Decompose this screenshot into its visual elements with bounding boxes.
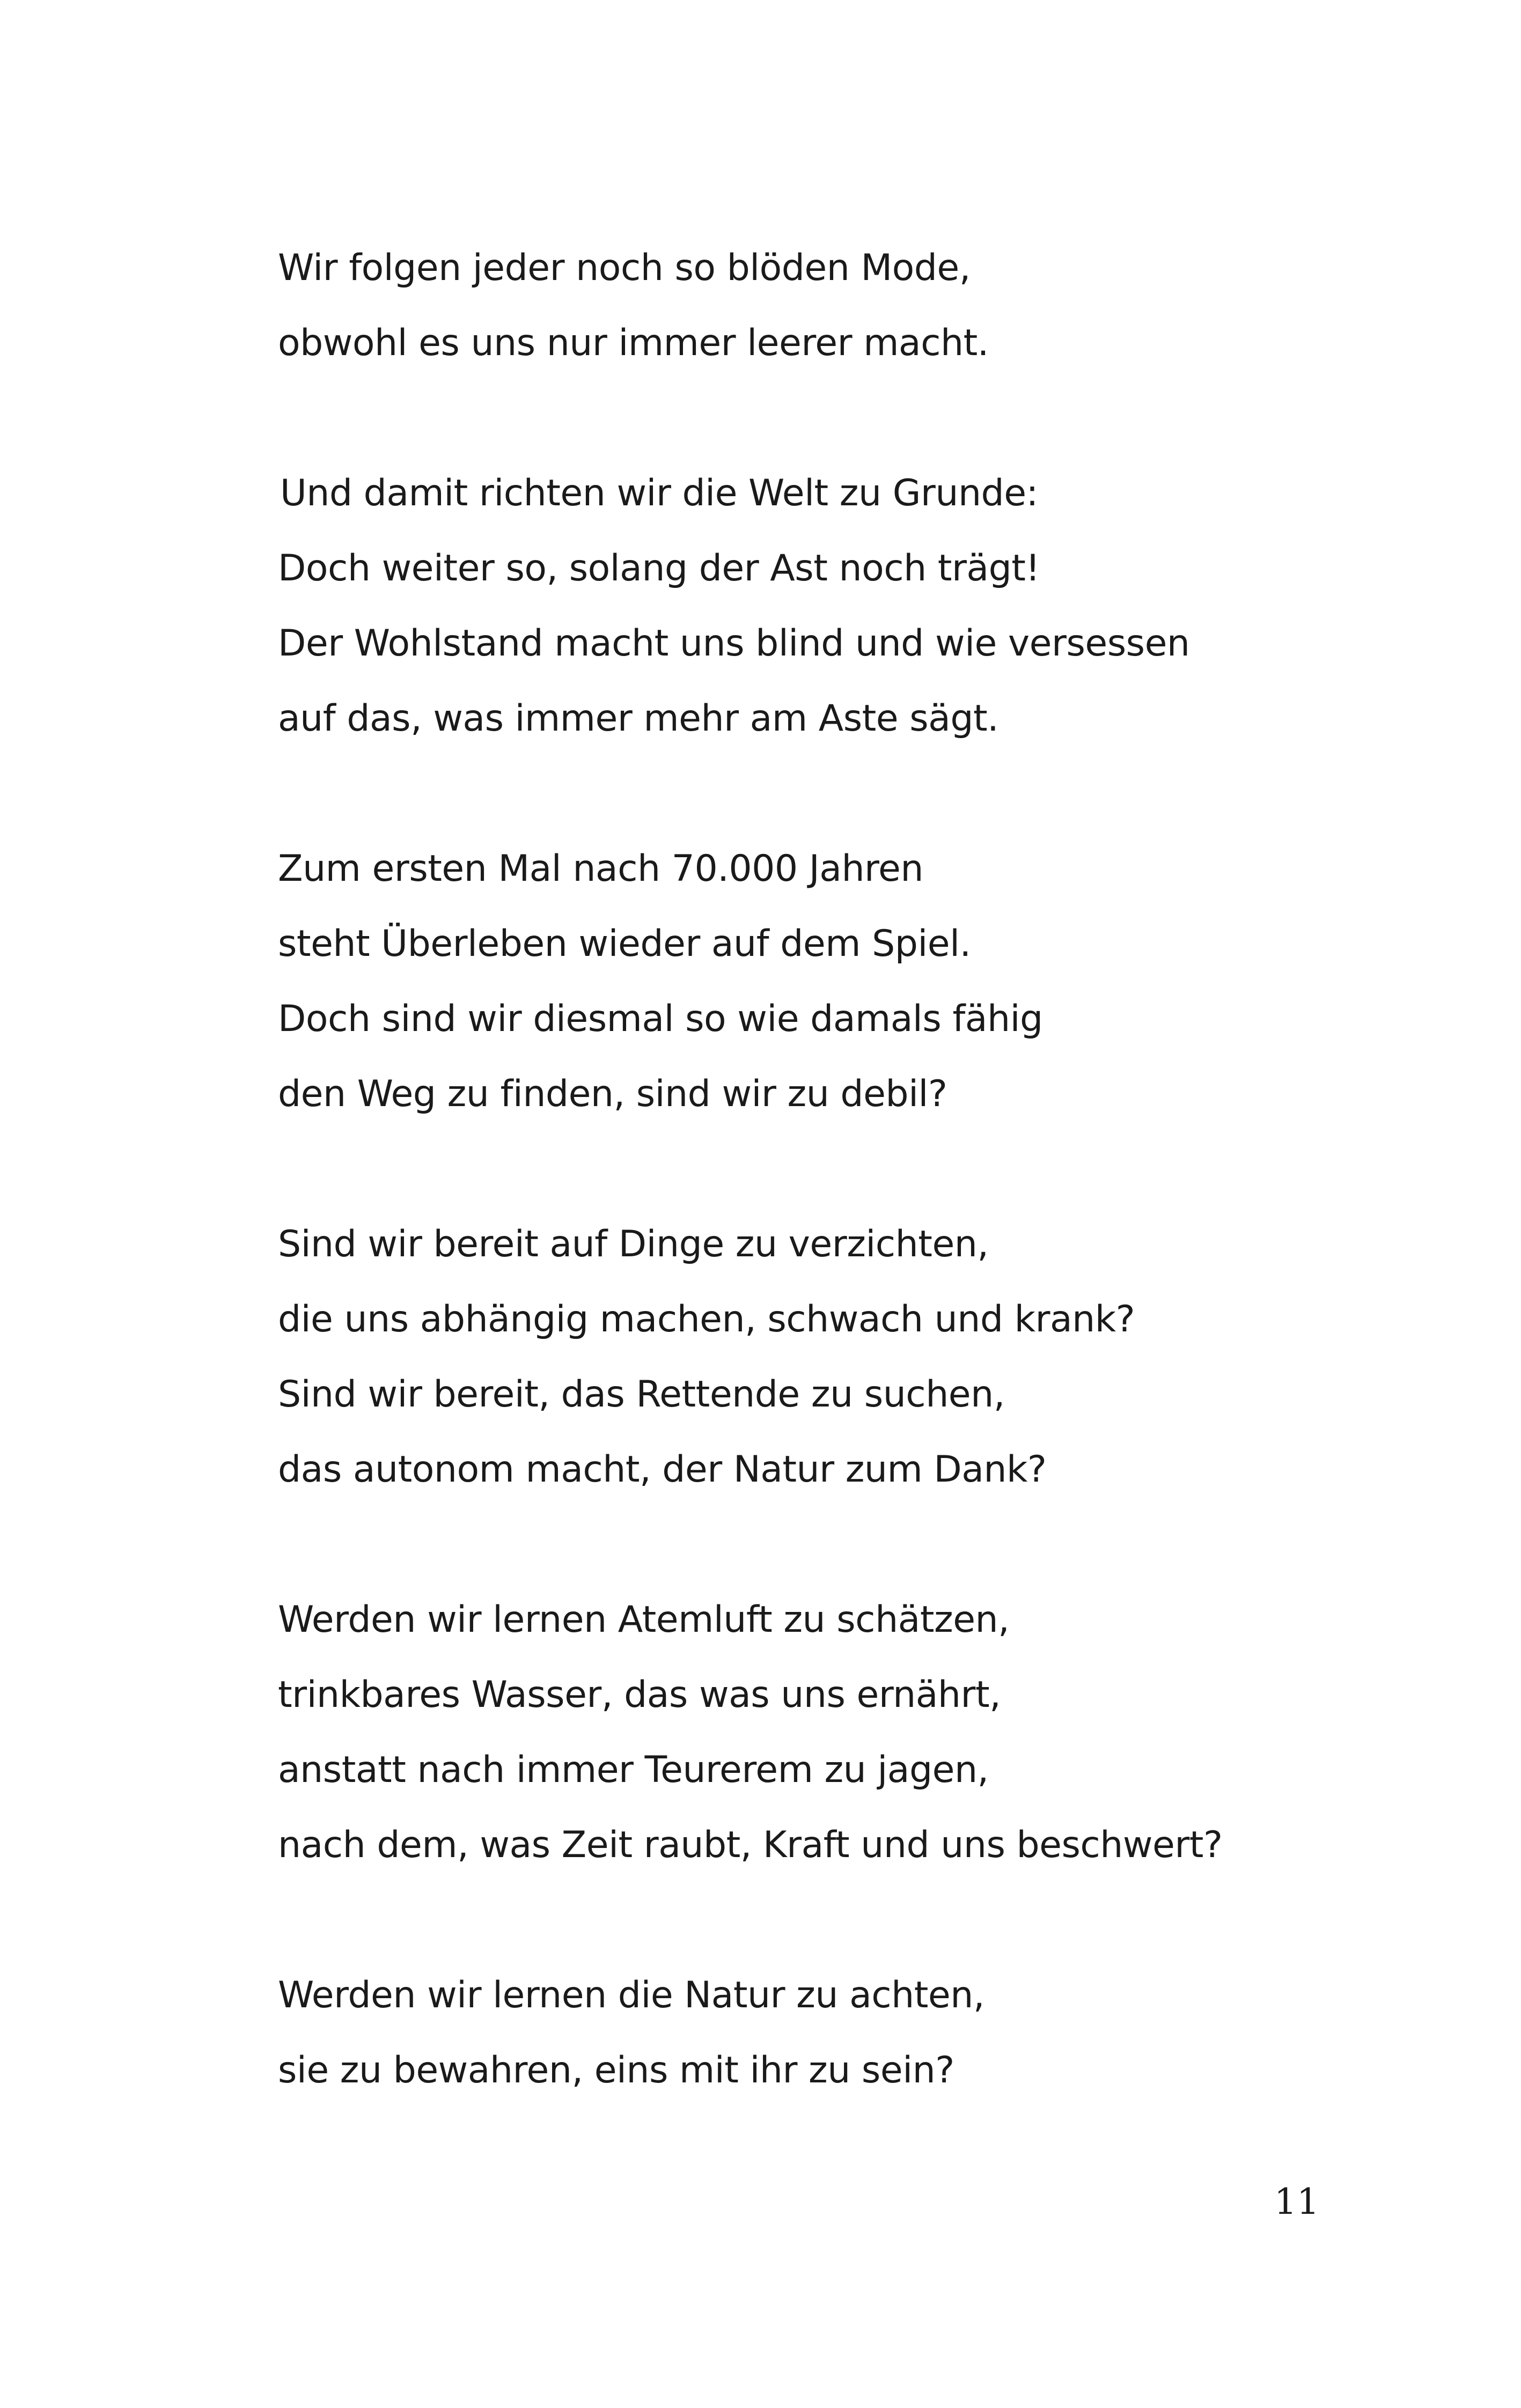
poem-line: trinkbares Wasser, das was uns ernährt, xyxy=(278,1674,1001,1716)
poem-body xyxy=(278,231,1351,2183)
poem-line: Und damit richten wir die Welt zu Grunde: xyxy=(280,472,1038,514)
poem-line: Sind wir bereit auf Dinge zu verzichten, xyxy=(278,1223,989,1265)
poem-line: Zum ersten Mal nach 70.000 Jahren xyxy=(278,848,923,890)
poem-line: Werden wir lernen Atemluft zu schätzen, xyxy=(278,1599,1010,1641)
stanza-1 xyxy=(278,231,1351,381)
poem-line: das autonom macht, der Natur zum Dank? xyxy=(278,1448,1047,1491)
poem-line: Doch sind wir diesmal so wie damals fähig xyxy=(278,998,1043,1040)
poem-line: Der Wohlstand macht uns blind und wie versessen xyxy=(278,622,1190,665)
page-number: 11 xyxy=(1274,2181,1319,2222)
stanza-6 xyxy=(278,1958,1351,2108)
poem-line: nach dem, was Zeit raubt, Kraft und uns beschwert? xyxy=(278,1824,1223,1866)
poem-line: auf das, was immer mehr am Aste sägt. xyxy=(278,697,999,740)
poem-line: Werden wir lernen die Natur zu achten, xyxy=(278,1974,984,2016)
poem-line: Sind wir bereit, das Rettende zu suchen, xyxy=(278,1373,1005,1416)
stanza-2 xyxy=(278,456,1351,756)
poem-line: die uns abhängig machen, schwach und krank? xyxy=(278,1298,1135,1341)
stanza-3 xyxy=(278,831,1351,1132)
poem-line: Doch weiter so, solang der Ast noch trägt! xyxy=(278,547,1040,590)
stanza-4 xyxy=(278,1207,1351,1507)
poem-line: Wir folgen jeder noch so blöden Mode, xyxy=(278,247,971,289)
poem-line: obwohl es uns nur immer leerer macht. xyxy=(278,322,989,364)
stanza-5 xyxy=(278,1582,1351,1883)
poem-line: den Weg zu finden, sind wir zu debil? xyxy=(278,1073,947,1115)
poem-line: anstatt nach immer Teurerem zu jagen, xyxy=(278,1749,989,1791)
poem-line: steht Überleben wieder auf dem Spiel. xyxy=(278,923,971,965)
poem-line: sie zu bewahren, eins mit ihr zu sein? xyxy=(278,2049,954,2092)
